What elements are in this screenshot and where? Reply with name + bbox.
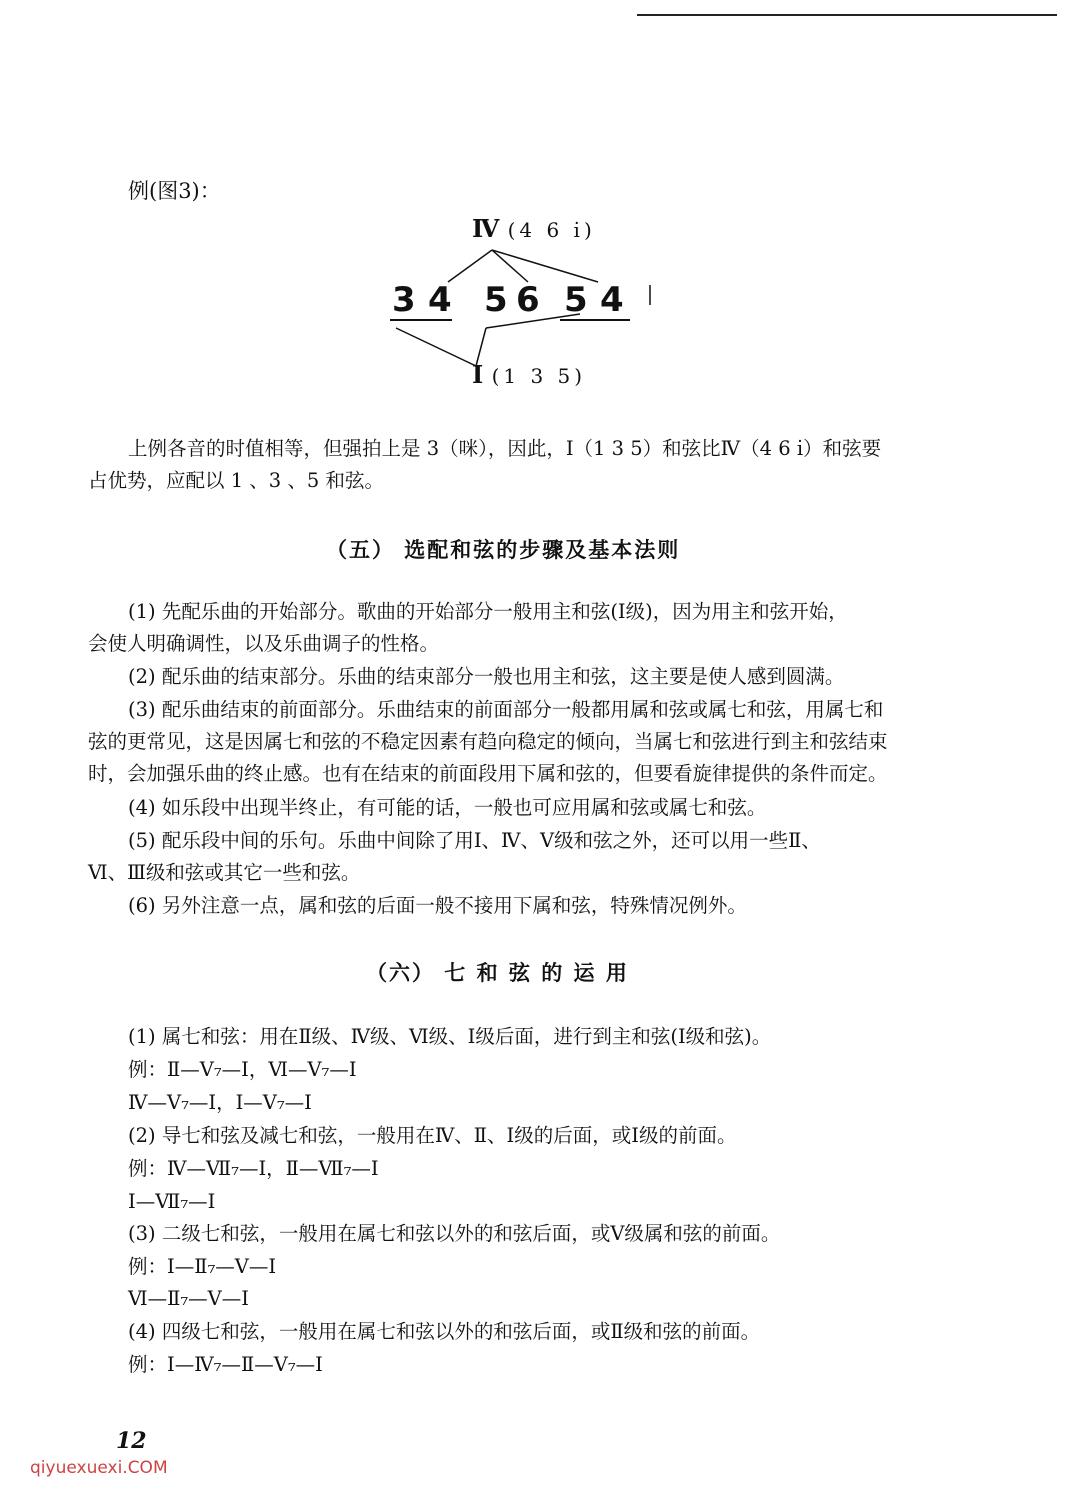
paragraph-line: 占优势，应配以 1 、3 、5 和弦。 [88,469,385,492]
s6-line: 例：Ⅰ—Ⅳ₇—Ⅱ—Ⅴ₇—Ⅰ [128,1353,323,1376]
s5-line: 时，会加强乐曲的终止感。也有在结束的前面段用下属和弦的，但要看旋律提供的条件而定。 [88,762,888,785]
note-2: 4 [428,280,452,320]
example-label: 例(图3)： [128,179,221,203]
s6-line: (4) 四级七和弦，一般用在属七和弦以外的和弦后面，或Ⅱ级和弦的前面。 [128,1320,761,1343]
s5-line: 弦的更常见，这是因属七和弦的不稳定因素有趋向稳定的倾向，当属七和弦进行到主和弦结束 [88,730,888,753]
note-6: 4 [600,280,624,320]
s6-line: 例：Ⅰ—Ⅱ₇—Ⅴ—Ⅰ [128,1255,277,1278]
bottom-chord-label [472,360,586,389]
header-rule [637,14,1057,16]
s5-line: (5) 配乐段中间的乐句。乐曲中间除了用Ⅰ、Ⅳ、Ⅴ级和弦之外，还可以用一些Ⅱ、 [128,829,821,852]
s6-line: Ⅳ—Ⅴ₇—Ⅰ，Ⅰ—Ⅴ₇—Ⅰ [128,1091,312,1114]
s6-line: 例：Ⅳ—Ⅶ₇—Ⅰ，Ⅱ—Ⅶ₇—Ⅰ [128,1157,379,1180]
s5-line: (2) 配乐曲的结束部分。乐曲的结束部分一般也用主和弦，这主要是使人感到圆满。 [128,665,845,688]
s5-line: 会使人明确调性，以及乐曲调子的性格。 [88,632,440,655]
chord-figure [380,210,680,400]
s5-line: (6) 另外注意一点，属和弦的后面一般不接用下属和弦，特殊情况例外。 [128,894,747,917]
note-3: 5 [484,280,508,320]
s6-line: Ⅰ—Ⅶ₇—Ⅰ [128,1190,216,1213]
s5-line: Ⅵ、Ⅲ级和弦或其它一些和弦。 [88,861,361,884]
s5-line: (1) 先配乐曲的开始部分。歌曲的开始部分一般用主和弦(Ⅰ级)，因为用主和弦开始， [128,600,848,623]
note-5: 5 [564,280,588,320]
s6-line: Ⅵ—Ⅱ₇—Ⅴ—Ⅰ [128,1287,249,1310]
section-5-title: （五） 选配和弦的步骤及基本法则 [326,537,681,562]
s5-line: (4) 如乐段中出现半终止，有可能的话，一般也可应用属和弦或属七和弦。 [128,796,767,819]
paragraph-line: 上例各音的时值相等，但强拍上是 3（咪），因此，Ⅰ（1 3 5）和弦比Ⅳ（4 6 i̇）和弦要 [128,437,882,460]
page-number: 12 [116,1428,147,1454]
note-4: 6 [516,280,540,320]
bottom-chord-numeral: Ⅰ [472,360,484,389]
note-1: 3 [392,280,416,320]
s6-line: (1) 属七和弦：用在Ⅱ级、Ⅳ级、Ⅵ级、Ⅰ级后面，进行到主和弦(Ⅰ级和弦)。 [128,1025,772,1048]
s6-line: (3) 二级七和弦，一般用在属七和弦以外的和弦后面，或Ⅴ级属和弦的前面。 [128,1222,781,1245]
bottom-chord-notes: (1 3 5) [491,364,587,388]
section-6-title: （六） 七 和 弦 的 运 用 [366,960,629,985]
s6-line: 例：Ⅱ—Ⅴ₇—Ⅰ，Ⅵ—Ⅴ₇—Ⅰ [128,1058,357,1081]
top-chord-notes: (4 6 i̇) [507,218,596,242]
top-chord-numeral: Ⅳ [472,214,500,243]
s6-line: (2) 导七和弦及减七和弦，一般用在Ⅳ、Ⅱ、Ⅰ级的后面，或Ⅰ级的前面。 [128,1124,737,1147]
s5-line: (3) 配乐曲结束的前面部分。乐曲结束的前面部分一般都用属和弦或属七和弦，用属七和 [128,698,884,721]
watermark: qiyuexuexi.COM [30,1458,168,1478]
